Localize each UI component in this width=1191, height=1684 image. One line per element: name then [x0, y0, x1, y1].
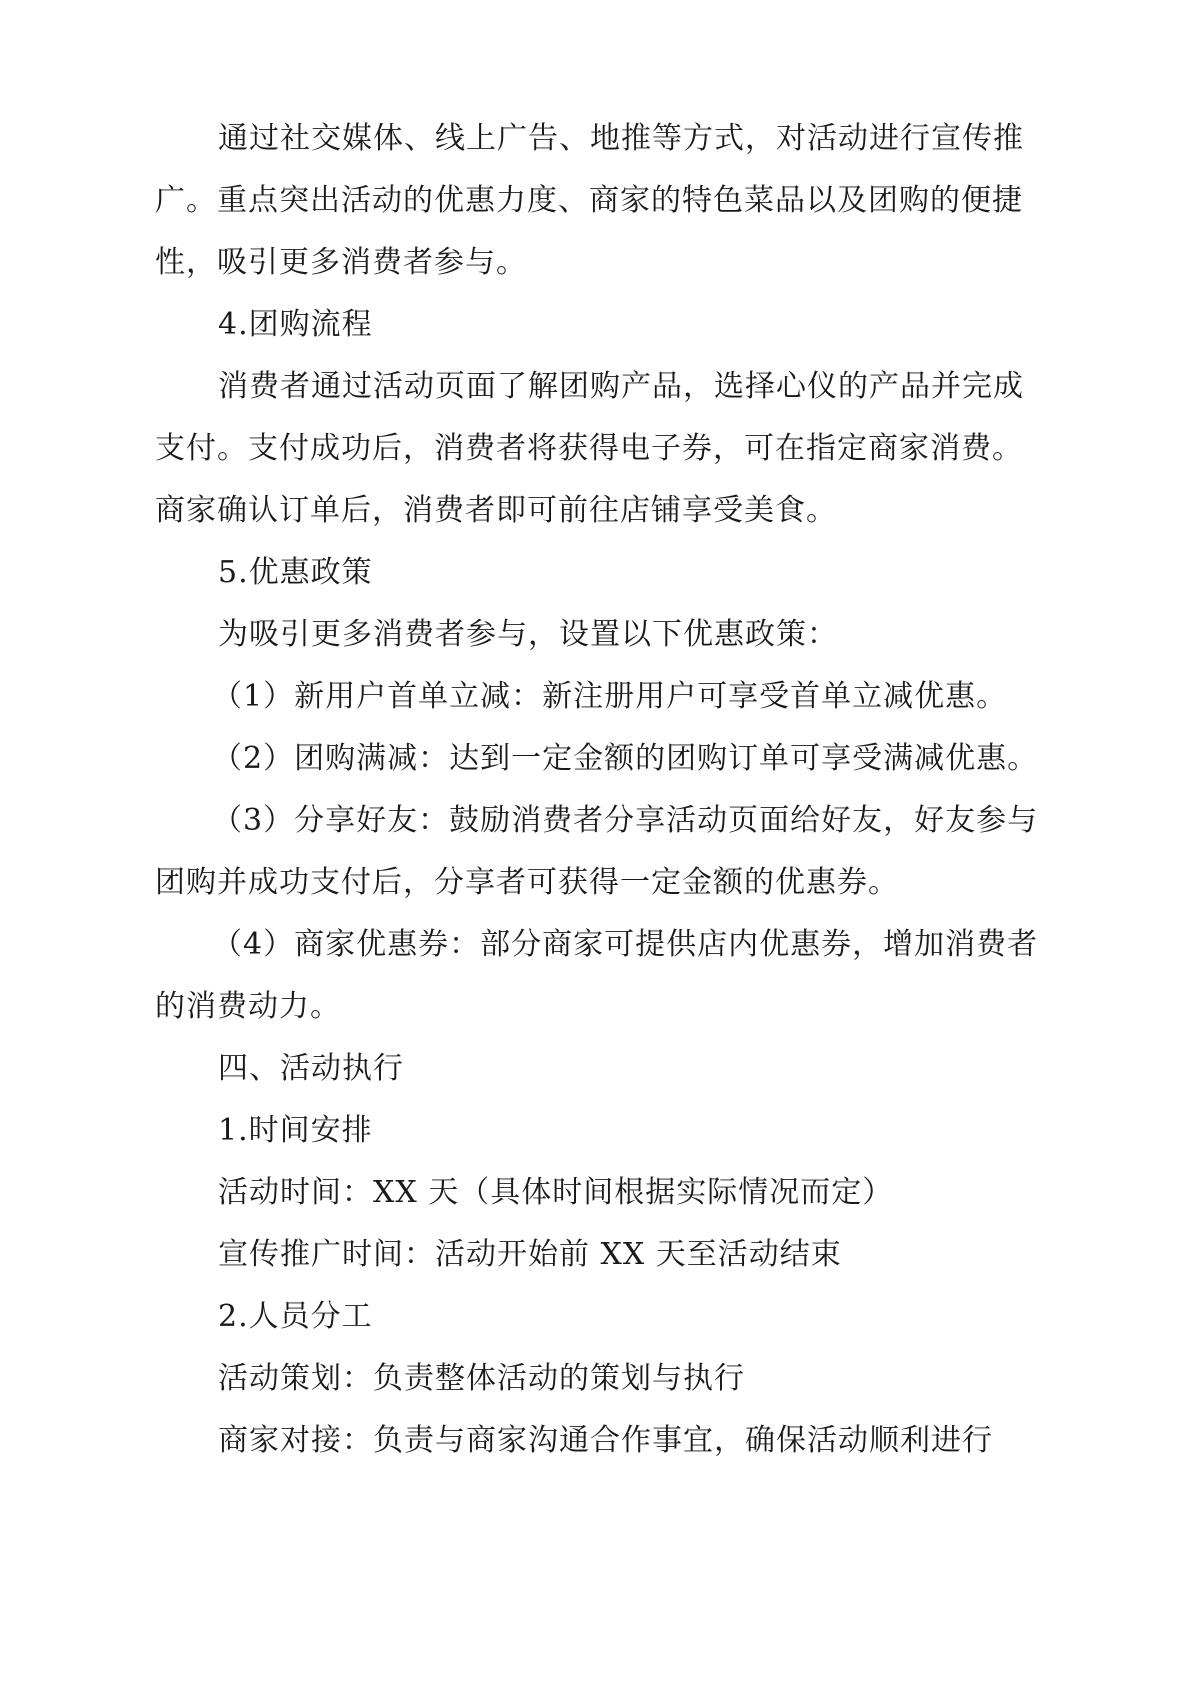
paragraph-line: 宣传推广时间：活动开始前 XX 天至活动结束 [218, 1237, 842, 1272]
list-item: （4）商家优惠券：部分商家可提供店内优惠券，增加消费者 [212, 927, 1039, 962]
paragraph-line: 性，吸引更多消费者参与。 [155, 245, 527, 280]
paragraph-line: 支付。支付成功后，消费者将获得电子券，可在指定商家消费。 [155, 431, 1023, 466]
section-heading: 5.优惠政策 [218, 555, 373, 590]
paragraph-line: 为吸引更多消费者参与，设置以下优惠政策： [218, 617, 838, 652]
document-body [155, 108, 1055, 1472]
paragraph-line: 的消费动力。 [155, 989, 341, 1024]
section-heading: 2.人员分工 [218, 1299, 373, 1334]
list-item: （1）新用户首单立减：新注册用户可享受首单立减优惠。 [212, 679, 1008, 714]
paragraph-line: 商家对接：负责与商家沟通合作事宜，确保活动顺利进行 [218, 1423, 993, 1458]
section-heading: 1.时间安排 [218, 1113, 373, 1148]
section-heading: 四、活动执行 [218, 1051, 404, 1086]
paragraph-line: 消费者通过活动页面了解团购产品，选择心仪的产品并完成 [218, 369, 1024, 404]
list-item: （2）团购满减：达到一定金额的团购订单可享受满减优惠。 [212, 741, 1039, 776]
section-heading: 4.团购流程 [218, 307, 373, 342]
list-item: （3）分享好友：鼓励消费者分享活动页面给好友，好友参与 [212, 803, 1039, 838]
paragraph-line: 团购并成功支付后，分享者可获得一定金额的优惠券。 [155, 865, 899, 900]
paragraph-line: 广。重点突出活动的优惠力度、商家的特色菜品以及团购的便捷 [155, 183, 1023, 218]
paragraph-line: 活动时间：XX 天（具体时间根据实际情况而定） [218, 1175, 894, 1210]
paragraph-line: 商家确认订单后，消费者即可前往店铺享受美食。 [155, 493, 837, 528]
paragraph-line: 活动策划：负责整体活动的策划与执行 [218, 1361, 745, 1396]
paragraph-line: 通过社交媒体、线上广告、地推等方式，对活动进行宣传推 [218, 121, 1024, 156]
